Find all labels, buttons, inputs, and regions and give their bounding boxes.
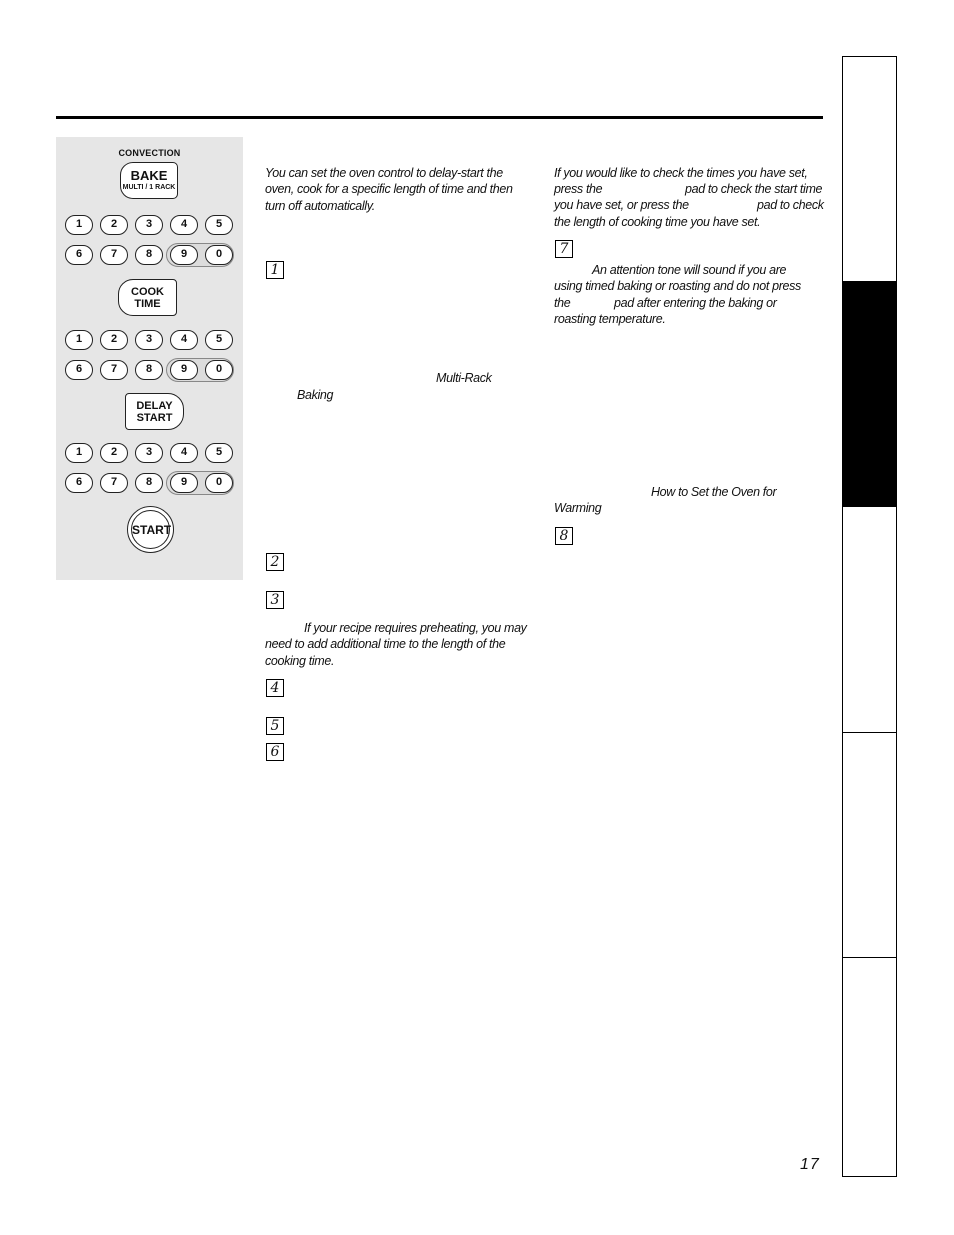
keypad-8[interactable]: 8: [135, 360, 163, 380]
attention-line-3b: pad after entering the baking or: [614, 296, 777, 310]
keypad-2[interactable]: 2: [100, 215, 128, 235]
keypad-9[interactable]: 9: [170, 245, 198, 265]
delay-start-label-2: START: [136, 412, 173, 424]
keypad-4[interactable]: 4: [170, 330, 198, 350]
bake-button[interactable]: [120, 162, 178, 199]
check-times-line-2a: press the: [554, 182, 603, 196]
cook-time-label-2: TIME: [134, 298, 161, 310]
attention-line-2: using timed baking or roasting and do not press: [554, 279, 801, 293]
keypad-2[interactable]: 2: [100, 330, 128, 350]
keypad-3[interactable]: 3: [135, 443, 163, 463]
keypad-6[interactable]: 6: [65, 473, 93, 493]
page-number: 17: [800, 1156, 820, 1173]
keypad-7[interactable]: 7: [100, 245, 128, 265]
step-1-marker: 1: [266, 261, 284, 279]
start-label: START: [131, 510, 170, 549]
keypad-5[interactable]: 5: [205, 443, 233, 463]
keypad-0[interactable]: 0: [205, 473, 233, 493]
keypad-1[interactable]: 1: [65, 443, 93, 463]
keypad-4[interactable]: 4: [170, 443, 198, 463]
bake-sub-label: MULTI / 1 RACK: [122, 184, 176, 191]
top-rule: [56, 116, 823, 119]
section-tab-3[interactable]: [843, 507, 896, 733]
control-panel-illustration: [56, 137, 243, 580]
attention-line-1: An attention tone will sound if you are: [592, 263, 787, 277]
section-tab-1[interactable]: [843, 57, 896, 282]
step-4-marker: 4: [266, 679, 284, 697]
attention-line-3a: the: [554, 296, 571, 310]
check-times-line-4: the length of cooking time you have set.: [554, 215, 761, 229]
step-5-marker: 5: [266, 717, 284, 735]
preheat-note: If your recipe requires preheating, you may need to add additional time to the length of the cooking time.: [265, 621, 527, 668]
step-8-marker: 8: [555, 527, 573, 545]
keypad-4[interactable]: 4: [170, 215, 198, 235]
bake-label: BAKE: [130, 168, 168, 183]
keypad-6[interactable]: 6: [65, 245, 93, 265]
start-button[interactable]: [127, 506, 174, 553]
check-times-line-3b: pad to check: [757, 198, 824, 212]
delay-start-label-1: DELAY: [136, 400, 173, 412]
step-3-marker: 3: [266, 591, 284, 609]
warming-reference-1: How to Set the Oven for: [651, 485, 777, 499]
section-tabs: [842, 56, 897, 1177]
keypad-1[interactable]: 1: [65, 330, 93, 350]
attention-line-4: roasting temperature.: [554, 312, 666, 326]
keypad-0[interactable]: 0: [205, 245, 233, 265]
keypad-6[interactable]: 6: [65, 360, 93, 380]
section-tab-5[interactable]: [843, 958, 896, 1176]
keypad-9[interactable]: 9: [170, 473, 198, 493]
keypad-8[interactable]: 8: [135, 245, 163, 265]
convection-label: CONVECTION: [118, 148, 181, 158]
section-tab-4[interactable]: [843, 733, 896, 958]
keypad-9[interactable]: 9: [170, 360, 198, 380]
cook-time-button[interactable]: [118, 279, 177, 316]
step-6-marker: 6: [266, 743, 284, 761]
step-2-marker: 2: [266, 553, 284, 571]
check-times-line-3a: you have set, or press the: [554, 198, 689, 212]
keypad-3[interactable]: 3: [135, 330, 163, 350]
check-times-line-2b: pad to check the start time: [685, 182, 823, 196]
intro-paragraph: You can set the oven control to delay-start the oven, cook for a specific length of time and then turn off automatically.: [265, 166, 513, 213]
keypad-5[interactable]: 5: [205, 215, 233, 235]
warming-reference-2: Warming: [554, 501, 602, 515]
multi-rack-reference: Multi-Rack: [436, 371, 492, 385]
keypad-3[interactable]: 3: [135, 215, 163, 235]
keypad-5[interactable]: 5: [205, 330, 233, 350]
keypad-0[interactable]: 0: [205, 360, 233, 380]
keypad-2[interactable]: 2: [100, 443, 128, 463]
baking-reference: Baking: [297, 388, 334, 402]
section-tab-2-active[interactable]: [843, 282, 896, 507]
step-7-marker: 7: [555, 240, 573, 258]
cook-time-label-1: COOK: [131, 286, 164, 298]
keypad-7[interactable]: 7: [100, 473, 128, 493]
keypad-7[interactable]: 7: [100, 360, 128, 380]
keypad-8[interactable]: 8: [135, 473, 163, 493]
delay-start-button[interactable]: [125, 393, 184, 430]
keypad-1[interactable]: 1: [65, 215, 93, 235]
check-times-line-1: If you would like to check the times you have set,: [554, 166, 808, 180]
